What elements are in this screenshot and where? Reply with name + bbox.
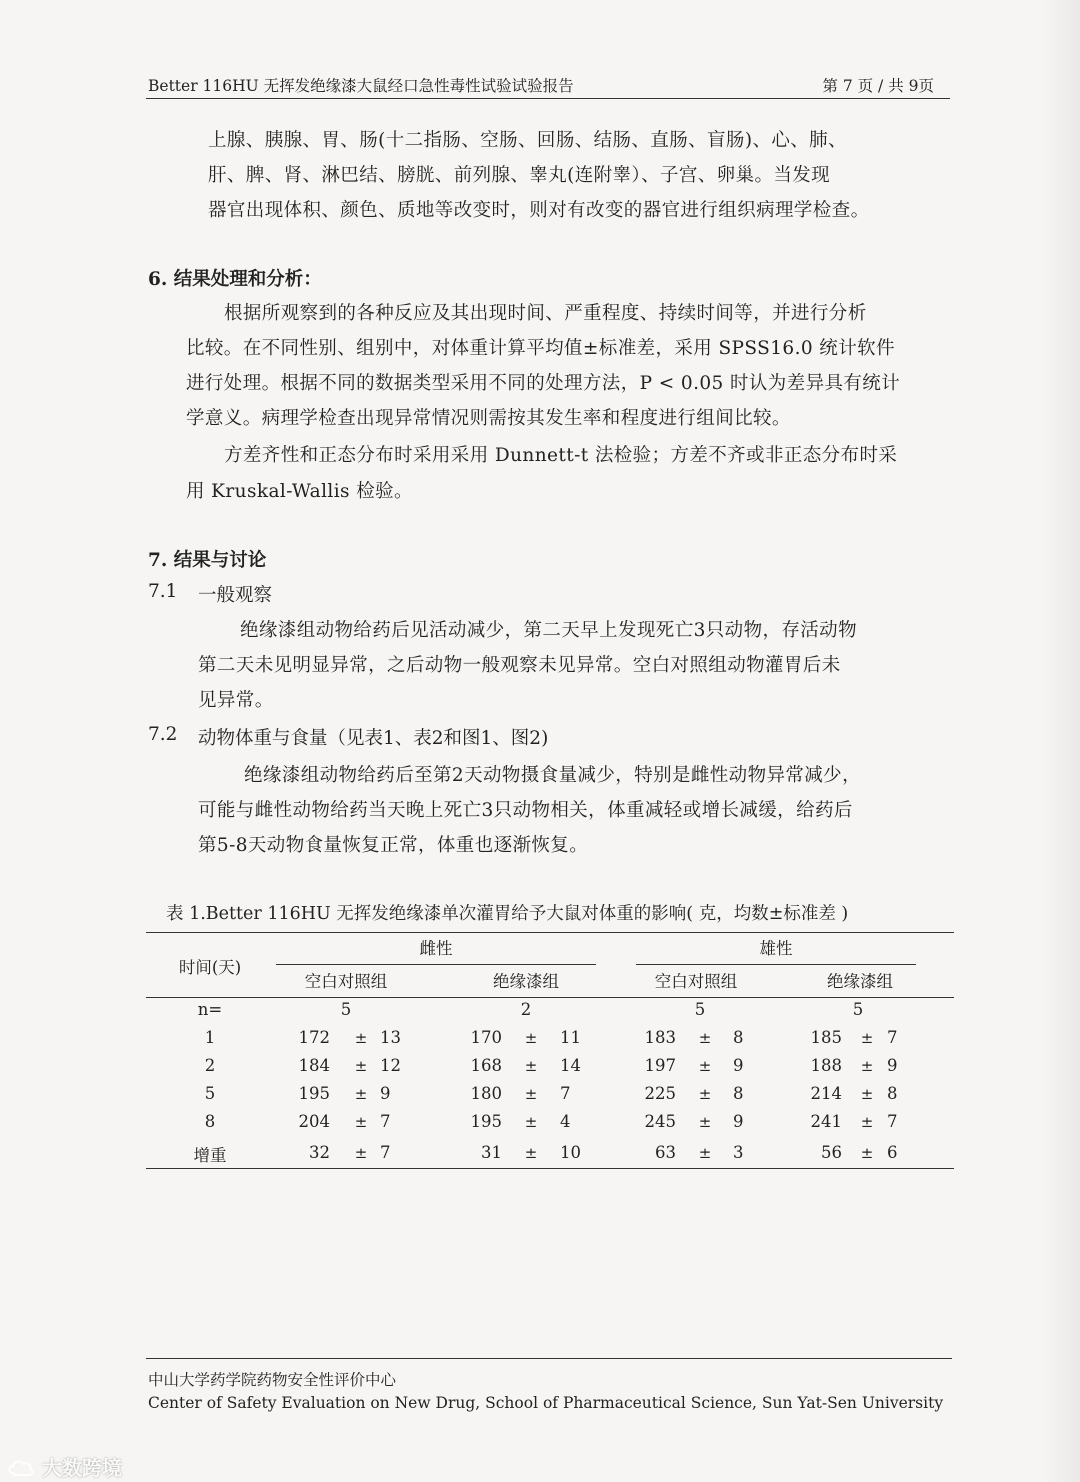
plus-minus: ± [524,1085,538,1103]
n-value: 2 [520,1000,532,1019]
mean-value: 241 [810,1112,842,1131]
header-bottom-rule [146,997,954,998]
table-caption: 表 1.Better 116HU 无挥发绝缘漆单次灌胃给予大鼠对体重的影响( 克，均数±标准差 ) [166,904,849,924]
sd-value: 7 [380,1112,391,1131]
plus-minus: ± [354,1085,368,1103]
subsection-7-1-line: 绝缘漆组动物给药后见活动减少，第二天早上发现死亡3只动物，存活动物 [240,620,857,641]
n-value: 5 [852,1000,864,1019]
subsection-7-2-line: 第5-8天动物食量恢复正常，体重也逐渐恢复。 [198,835,589,856]
male-subrule [636,964,916,965]
cloud-logo-icon [6,1456,36,1478]
mean-value: 195 [470,1112,502,1131]
mean-value: 185 [810,1028,842,1047]
n-label: n= [197,1000,223,1019]
section-6-line: 方差齐性和正态分布时采用采用 Dunnett-t 法检验；方差不齐或非正态分布时采 [224,445,898,466]
plus-minus: ± [698,1057,712,1075]
mean-value: 195 [298,1084,330,1103]
mean-value: 63 [655,1143,676,1162]
sd-value: 9 [733,1112,744,1131]
subsection-7-1-line: 第二天未见明显异常，之后动物一般观察未见异常。空白对照组动物灌胃后未 [198,655,841,676]
mean-value: 183 [644,1028,676,1047]
plus-minus: ± [524,1144,538,1162]
plus-minus: ± [354,1113,368,1131]
footer-org-en: Center of Safety Evaluation on New Drug, School of Pharmaceutical Science, Sun Yat-Sen University [148,1394,944,1412]
plus-minus: ± [698,1029,712,1047]
table-bottom-rule [146,1168,954,1169]
section-7-heading: 7. 结果与讨论 [148,550,267,571]
plus-minus: ± [524,1057,538,1075]
group-header: 绝缘漆组 [827,972,893,991]
plus-minus: ± [860,1029,874,1047]
section-6-line: 比较。在不同性别、组别中，对体重计算平均值±标准差，采用 SPSS16.0 统计软件 [186,338,895,359]
sd-value: 8 [733,1084,744,1103]
intro-line: 器官出现体积、颜色、质地等改变时，则对有改变的器官进行组织病理学检查。 [208,200,870,221]
section-6-line: 用 Kruskal-Wallis 检验。 [186,481,413,502]
group-header: 空白对照组 [654,972,738,991]
sd-value: 9 [887,1056,898,1075]
mean-value: 245 [644,1112,676,1131]
report-title: Better 116HU 无挥发绝缘漆大鼠经口急性毒性试验试验报告 [148,77,574,95]
page-number: 第 7 页 / 共 9页 [822,77,934,95]
male-header: 雄性 [759,939,793,958]
plus-minus: ± [354,1057,368,1075]
intro-line: 肝、脾、肾、淋巴结、膀胱、前列腺、睾丸(连附睾）、子宫、卵巢。当发现 [208,165,831,186]
mean-value: 168 [470,1056,502,1075]
plus-minus: ± [860,1113,874,1131]
header-rule [146,98,950,99]
subsection-7-1-title: 一般观察 [198,585,273,606]
sd-value: 8 [733,1028,744,1047]
sd-value: 10 [560,1143,581,1162]
row-label: 8 [204,1112,216,1131]
time-header: 时间(天) [178,958,242,977]
sd-value: 6 [887,1143,898,1162]
n-value: 5 [340,1000,352,1019]
plus-minus: ± [860,1085,874,1103]
sd-value: 9 [733,1056,744,1075]
footer-rule [146,1358,952,1359]
mean-value: 180 [470,1084,502,1103]
mean-value: 56 [821,1143,842,1162]
subsection-7-1-line: 见异常。 [198,690,274,711]
plus-minus: ± [354,1144,368,1162]
footer-org-cn: 中山大学药学院药物安全性评价中心 [148,1371,397,1389]
plus-minus: ± [698,1085,712,1103]
page-header [148,74,948,98]
mean-value: 184 [298,1056,330,1075]
subsection-7-2-title: 动物体重与食量（见表1、表2和图1、图2) [198,728,549,749]
intro-line: 上腺、胰腺、胃、肠(十二指肠、空肠、回肠、结肠、直肠、盲肠)、心、肺、 [208,130,847,151]
sd-value: 13 [380,1028,401,1047]
female-header: 雌性 [419,939,453,958]
mean-value: 172 [298,1028,330,1047]
mean-value: 170 [470,1028,502,1047]
sd-value: 4 [560,1112,571,1131]
row-label: 增重 [193,1146,227,1165]
female-subrule [276,964,596,965]
page-edge-shadow [1042,0,1080,1482]
section-6-line: 根据所观察到的各种反应及其出现时间、严重程度、持续时间等，并进行分析 [224,303,867,324]
table-top-rule [146,932,954,933]
section-6-line: 进行处理。根据不同的数据类型采用不同的处理方法，P < 0.05 时认为差异具有统计 [186,373,901,394]
plus-minus: ± [698,1113,712,1131]
row-label: 2 [204,1056,216,1075]
row-label: 5 [204,1084,216,1103]
mean-value: 225 [644,1084,676,1103]
sd-value: 9 [380,1084,391,1103]
sd-value: 14 [560,1056,581,1075]
watermark [6,1452,122,1481]
subsection-7-2-line: 绝缘漆组动物给药后至第2天动物摄食量减少，特别是雌性动物异常减少， [244,765,861,786]
mean-value: 214 [810,1084,842,1103]
sd-value: 3 [733,1143,744,1162]
sd-value: 7 [560,1084,571,1103]
sd-value: 7 [887,1028,898,1047]
mean-value: 188 [810,1056,842,1075]
plus-minus: ± [860,1144,874,1162]
row-label: 1 [204,1028,216,1047]
section-6-heading: 6. 结果处理和分析： [148,269,322,290]
mean-value: 32 [309,1143,330,1162]
subsection-7-1-number: 7.1 [148,581,178,602]
plus-minus: ± [698,1144,712,1162]
group-header: 空白对照组 [304,972,388,991]
group-header: 绝缘漆组 [493,972,559,991]
plus-minus: ± [524,1029,538,1047]
sd-value: 12 [380,1056,401,1075]
plus-minus: ± [860,1057,874,1075]
plus-minus: ± [524,1113,538,1131]
plus-minus: ± [354,1029,368,1047]
sd-value: 11 [560,1028,581,1047]
subsection-7-2-line: 可能与雌性动物给药当天晚上死亡3只动物相关，体重减轻或增长减缓，给药后 [198,800,853,821]
mean-value: 204 [298,1112,330,1131]
sd-value: 7 [887,1112,898,1131]
sd-value: 7 [380,1143,391,1162]
n-value: 5 [694,1000,706,1019]
mean-value: 31 [481,1143,502,1162]
subsection-7-2-number: 7.2 [148,724,178,745]
watermark-text: 大数跨境 [42,1456,122,1480]
sd-value: 8 [887,1084,898,1103]
mean-value: 197 [644,1056,676,1075]
section-6-line: 学意义。病理学检查出现异常情况则需按其发生率和程度进行组间比较。 [186,408,791,429]
